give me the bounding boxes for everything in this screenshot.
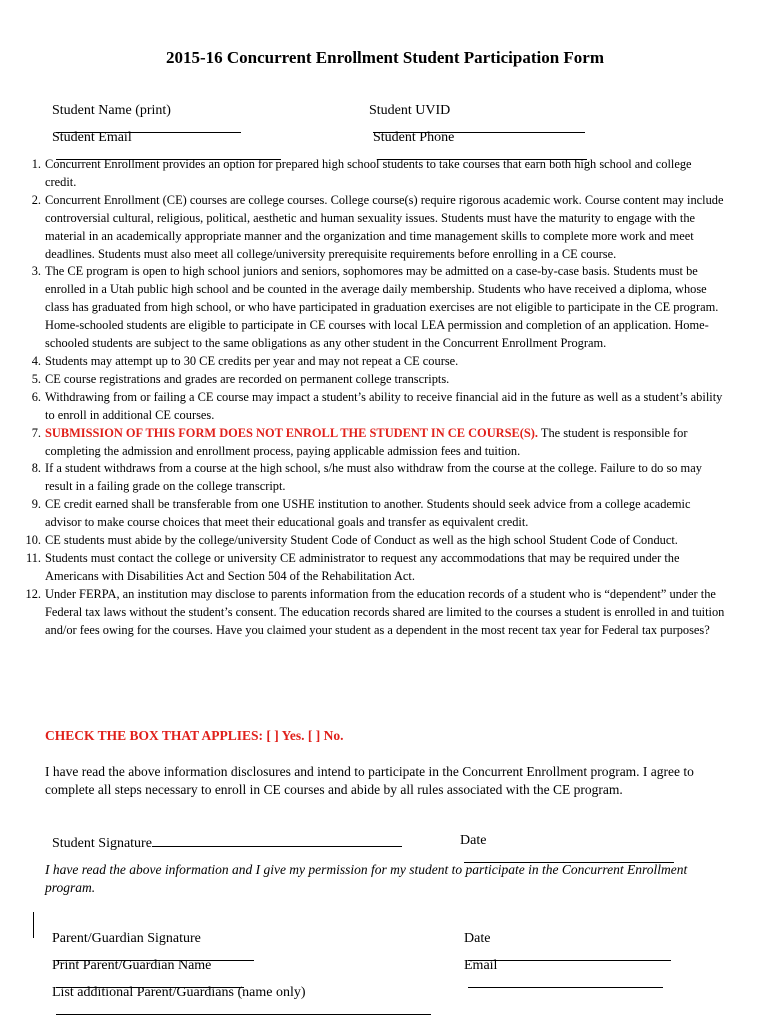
parent-signature-label: Parent/Guardian Signature [52,931,201,946]
list-item: 6. Withdrawing from or failing a CE course may impact a student’s ability to receive financial aid in the future as well as a student’s ability to enroll in additional CE courses. [31,389,723,422]
parent-print-name-label: Print Parent/Guardian Name [52,958,212,973]
form-title: 2015-16 Concurrent Enrollment Student Participation Form [165,48,605,67]
student-signature-label: Student Signature [52,836,152,851]
list-item: 9. CE credit earned shall be transferable from one USHE institution to another. Students should seek advice from a college academic advisor to make course choices that meet their educational goals and transfer as equivalent credit. [31,497,691,530]
student-name-label: Student Name (print) [52,103,171,118]
parent-email-label: Email [464,958,498,973]
student-email-label: Student Email [52,130,132,145]
student-uvid-label: Student UVID [369,103,451,118]
list-item: 7. SUBMISSION OF THIS FORM DOES NOT ENROLL THE STUDENT IN CE COURSE(S). The student is responsible for completing the admission and enrollment process, paying applicable admission fees and tuition. [31,425,688,458]
list-item: 4. Students may attempt up to 30 CE credits per year and may not repeat a CE course. [31,353,459,368]
student-signature-row [45,817,402,852]
student-date-label: Date [460,833,487,848]
list-item: 3. The CE program is open to high school juniors and seniors, sophomores may be admitted on a case-by-case basis. Students must be enrolled in a Utah public high school and be counted in the average daily membership. Students who have received a diploma, whose class has graduated from high school, or who have participated in graduation exercises are not eligible to participate in the CE program. Home-schooled students are eligible to participate in CE courses with local LEA permission and completion of an application. Home-schooled students are subject to the same obligations as any other student in the Concurrent Enrollment Program. [31,264,719,351]
additional-guardians-field[interactable] [56,1001,431,1015]
additional-guardians-label: List additional Parent/Guardians (name only) [52,985,306,1000]
parent-email-row [457,942,663,993]
additional-guardians-row [45,969,431,1020]
list-item: 12. Under FERPA, an institution may disclose to parents information from the education records of a student who is “dependent” under the Federal tax laws without the student’s consent. The education records shared are limited to the courses a student is enrolled in and tuition and/or fees owing for the courses. Have you claimed your student as a dependent in the most recent tax year for Federal tax purposes? [25,586,725,637]
parent-email-field[interactable] [468,974,663,988]
list-item: 5. CE course registrations and grades are recorded on permanent college transcripts. [31,371,450,386]
list-item: 1. Concurrent Enrollment provides an option for prepared high school students to take courses that earn both high school and college credit. [31,157,692,189]
parent-date-label: Date [464,931,491,946]
student-phone-label: Student Phone [373,130,455,145]
list-item: 10. CE students must abide by the college/university Student Code of Conduct as well as the high school Student Code of Conduct. [25,533,678,548]
student-statement: I have read the above information disclosures and intend to participate in the Concurrent Enrollment program. I agree to complete all steps necessary to enroll in CE courses and abide by all rules associated with the CE program. [45,764,694,797]
enrollment-warning: SUBMISSION OF THIS FORM DOES NOT ENROLL THE STUDENT IN CE COURSE(S). [45,425,538,440]
parent-statement: I have read the above information and I give my permission for my student to participate in the Concurrent Enrollment program. [45,862,688,895]
disclosure-list [25,156,725,639]
list-item: 11. Students must contact the college or university CE administrator to request any accommodations that may be required under the Americans with Disabilities Act and Section 504 of the Rehabilitation Act. [25,550,680,583]
student-signature-field[interactable] [152,833,402,847]
text-cursor [33,912,34,938]
dependent-checkbox-prompt[interactable]: CHECK THE BOX THAT APPLIES: [ ] Yes. [ ] No. [45,728,344,743]
list-item: 8. If a student withdraws from a course at the high school, s/he must also withdraw from the course at the college. Failure to do so may result in a failing grade on the college transcript. [31,461,702,494]
list-item: 2. Concurrent Enrollment (CE) courses are college courses. College course(s) require rigorous academic work. Course content may include controversial cultural, religious, political, aesthetic and human sexuality issues. Students must have the maturity to engage with the material in an academically appropriate manner and the organization and time management skills to complete more work and meet deadlines. Students must also meet all college/university prerequisite requirements before enrolling in a CE course. [31,192,724,261]
